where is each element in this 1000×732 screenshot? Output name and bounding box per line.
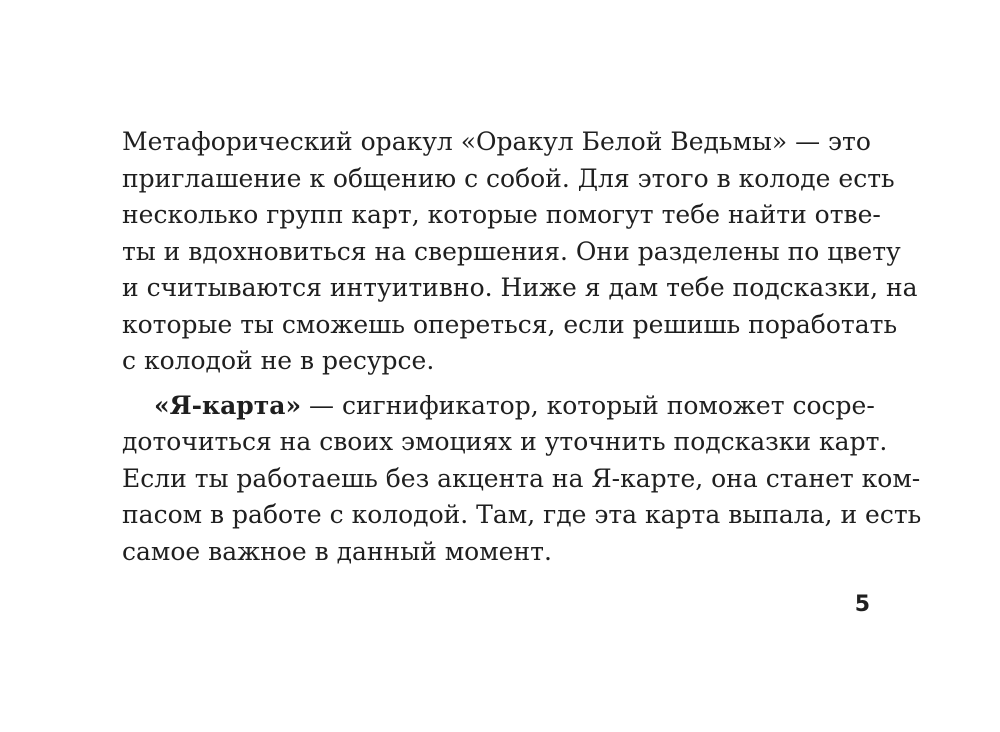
text-line: с колодой не в ресурсе.: [122, 346, 435, 375]
body-text: [122, 124, 922, 570]
text-line: и считываются интуитивно. Ниже я дам тебе подсказки, на: [122, 273, 918, 302]
text-line: несколько групп карт, которые помогут тебе найти отве-: [122, 200, 881, 229]
text-line: Если ты работаешь без акцента на Я-карте, она станет ком-: [122, 463, 921, 493]
text-line-first: [122, 388, 875, 425]
term-ya-karta: «Я-карта»: [154, 390, 302, 420]
text-line: пасом в работе с колодой. Там, где эта карта выпала, и есть: [122, 500, 922, 529]
paragraph-1: [122, 124, 918, 380]
paragraph-gap: [122, 380, 870, 388]
page-number: 5: [854, 592, 870, 617]
text-fragment: — сигнификатор, который поможет сосре-: [301, 390, 875, 420]
text-line: ты и вдохновиться на свершения. Они разделены по цвету: [122, 236, 901, 266]
text-line: Метафорический оракул «Оракул Белой Ведьмы» — это: [122, 127, 871, 156]
text-line: приглашение к общению с собой. Для этого в колоде есть: [122, 163, 895, 193]
text-line: которые ты сможешь опереться, если решишь поработать: [122, 309, 898, 339]
text-line: доточиться на своих эмоциях и уточнить подсказки карт.: [122, 427, 888, 456]
paragraph-2: [122, 388, 922, 571]
text-line: самое важное в данный момент.: [122, 536, 552, 566]
